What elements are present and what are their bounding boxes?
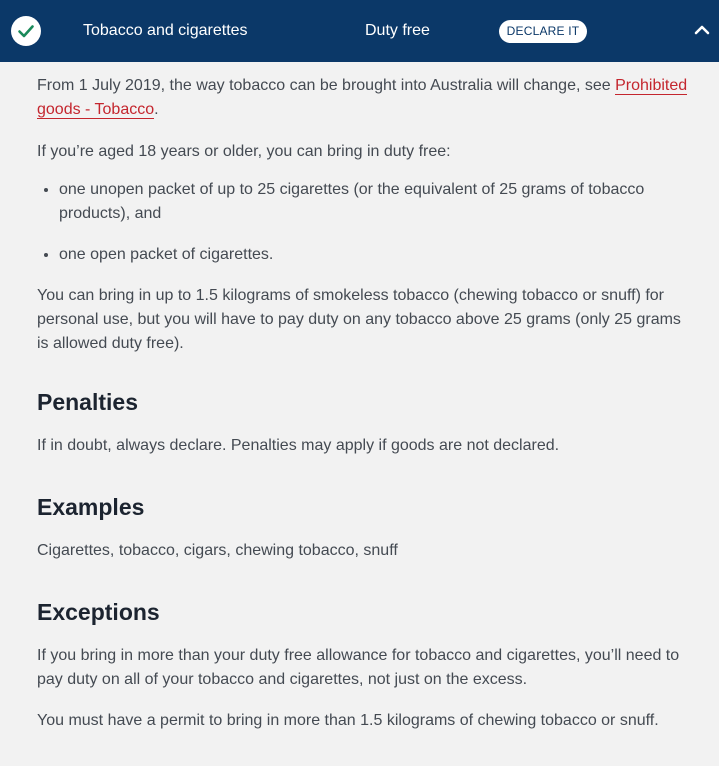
penalties-paragraph: If in doubt, always declare. Penalties may apply if goods are not declared. — [37, 437, 560, 454]
penalties-heading: Penalties — [37, 389, 138, 415]
smokeless-paragraph: You can bring in up to 1.5 kilograms of smokeless tobacco (chewing tobacco or snuff) for personal use, but you will have to pay duty on any tobacco above 25 grams (only 25 grams is allowed duty free). — [37, 287, 681, 352]
list-item: • one unopen packet of up to 25 cigarettes (or the equivalent of 25 grams of tobacco products), and — [59, 178, 689, 226]
prohibited-goods-link[interactable]: Prohibited goods - Tobacco — [37, 77, 688, 118]
exceptions-heading: Exceptions — [37, 599, 160, 625]
age-paragraph: If you’re aged 18 years or older, you can bring in duty free: — [37, 143, 451, 160]
intro-text: From 1 July 2019, the way tobacco can be brought into Australia will change, see — [37, 77, 616, 94]
exceptions-paragraph-2: You must have a permit to bring in more than 1.5 kilograms of chewing tobacco or snuff. — [37, 712, 659, 729]
intro-paragraph — [37, 74, 689, 122]
chevron-up-icon[interactable] — [690, 20, 714, 40]
accordion-content — [37, 74, 689, 733]
accordion-header[interactable] — [0, 0, 719, 62]
category-title: Tobacco and cigarettes — [83, 22, 248, 39]
examples-paragraph: Cigarettes, tobacco, cigars, chewing tobacco, snuff — [37, 542, 398, 559]
allowance-list — [37, 178, 689, 267]
duty-status: Duty free — [365, 22, 430, 39]
exceptions-paragraph-1: If you bring in more than your duty free allowance for tobacco and cigarettes, you’ll need to pay duty on all of your tobacco and cigarettes, not just on the excess. — [37, 647, 680, 688]
declare-it-button[interactable]: DECLARE IT — [499, 20, 587, 43]
intro-end: . — [154, 101, 159, 118]
check-icon — [11, 16, 41, 46]
examples-heading: Examples — [37, 494, 145, 520]
list-item: • one open packet of cigarettes. — [59, 243, 689, 267]
